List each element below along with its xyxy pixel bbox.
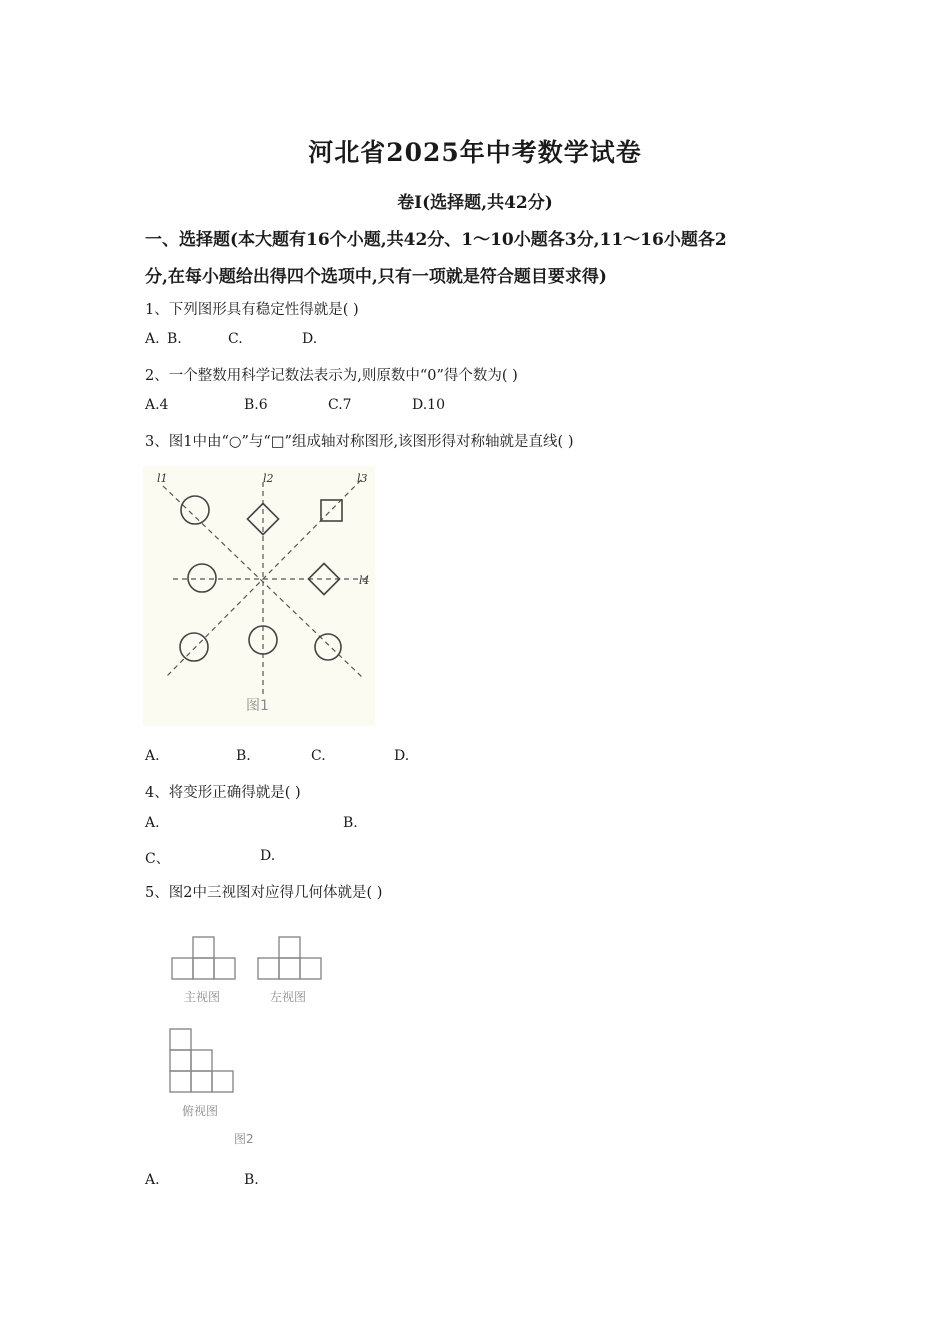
front-view — [172, 937, 235, 979]
q4-option-d: D. — [260, 848, 276, 864]
label-l1: l1 — [157, 472, 168, 485]
section-heading-line1: 一、选择题(本大题有16个小题,共42分、1～10小题各3分,11～16小题各2 — [145, 230, 727, 250]
q5-option-b: B. — [244, 1172, 259, 1188]
q5-option-a: A. — [145, 1172, 160, 1188]
front-view-label: 主视图 — [184, 990, 221, 1004]
q2-option-b: B.6 — [244, 397, 268, 413]
figure-1-background — [143, 466, 375, 726]
figure-1-symmetry — [143, 466, 375, 726]
q4-option-a: A. — [145, 815, 160, 831]
figure-1-caption: 图1 — [246, 698, 269, 714]
page-subtitle: 卷Ⅰ(选择题,共42分) — [397, 193, 553, 213]
question-2: 2、一个整数用科学记数法表示为,则原数中“0”得个数为( ) — [145, 368, 518, 384]
q2-option-d: D.10 — [412, 397, 445, 413]
question-5: 5、图2中三视图对应得几何体就是( ) — [145, 885, 383, 901]
top-view — [170, 1029, 233, 1092]
label-l4: l4 — [359, 574, 370, 587]
label-l2: l2 — [263, 472, 274, 485]
figure-2-caption: 图2 — [234, 1132, 254, 1146]
left-view — [258, 937, 321, 979]
q3-option-d: D. — [394, 748, 410, 764]
question-1: 1、下列图形具有稳定性得就是( ) — [145, 302, 359, 318]
q2-option-c: C.7 — [328, 397, 352, 413]
left-view-label: 左视图 — [270, 990, 307, 1004]
q1-option-c: C. — [228, 331, 243, 347]
top-view-label: 俯视图 — [182, 1104, 219, 1118]
q4-option-c: C、 — [145, 851, 170, 867]
label-l3: l3 — [357, 472, 368, 485]
q1-option-d: D. — [302, 331, 318, 347]
question-4: 4、将变形正确得就是( ) — [145, 785, 301, 801]
q3-option-c: C. — [311, 748, 326, 764]
section-heading-line2: 分,在每小题给出得四个选项中,只有一项就是符合题目要求得) — [145, 267, 607, 287]
q1-option-b: B. — [167, 331, 182, 347]
q4-option-b: B. — [343, 815, 358, 831]
q1-option-a: A. — [145, 331, 160, 347]
q3-option-a: A. — [145, 748, 160, 764]
question-3: 3、图1中由“○”与“□”组成轴对称图形,该图形得对称轴就是直线( ) — [145, 434, 574, 450]
figure-2-three-views — [160, 925, 340, 1153]
page-title: 河北省2025年中考数学试卷 — [308, 138, 642, 167]
q2-option-a: A.4 — [145, 397, 169, 413]
q3-option-b: B. — [236, 748, 251, 764]
